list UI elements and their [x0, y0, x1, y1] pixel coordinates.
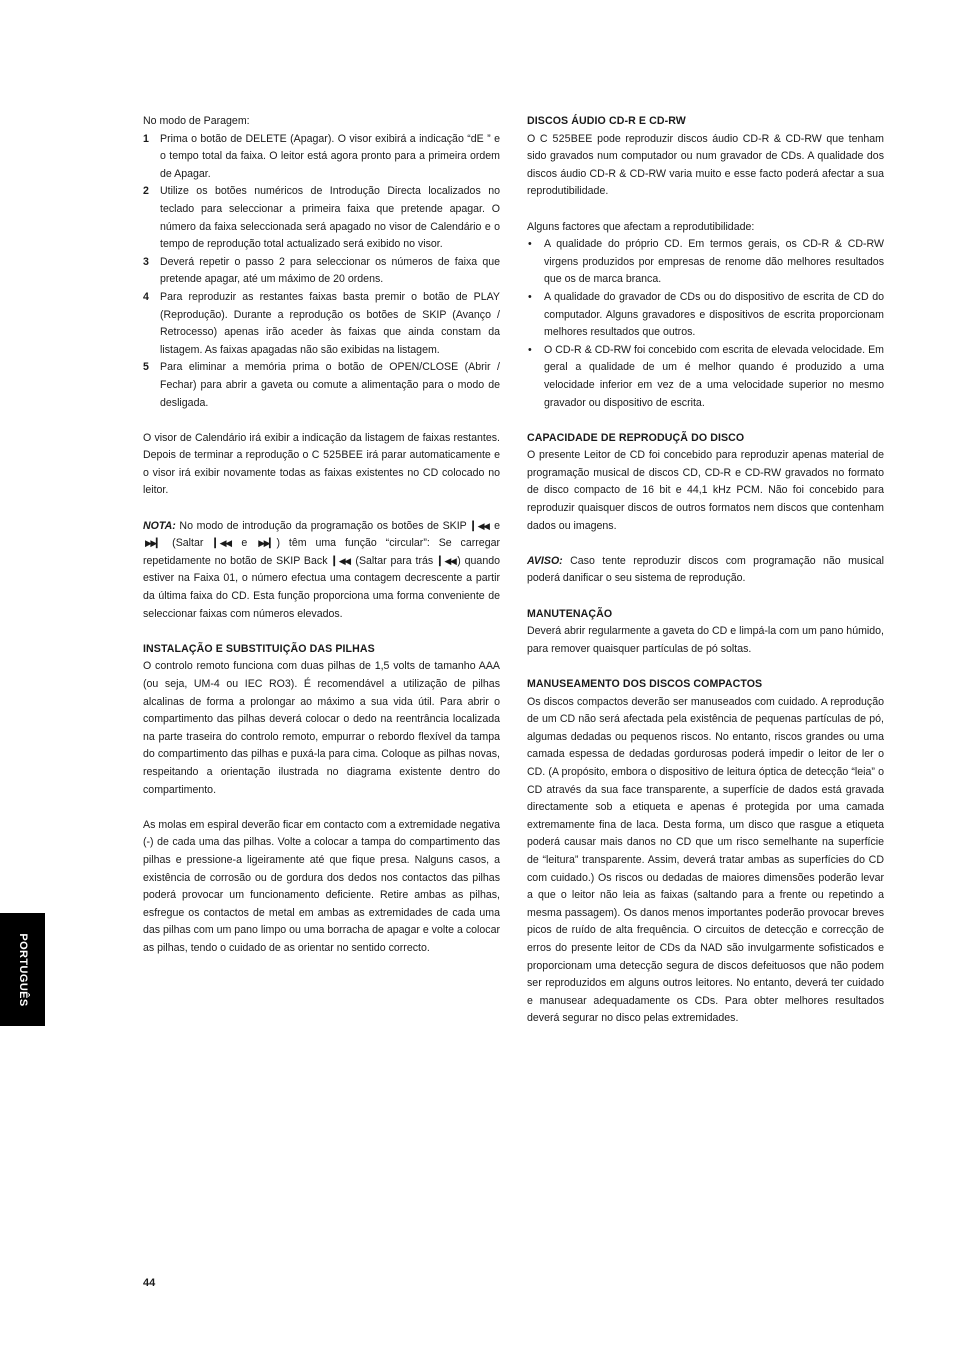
list-item: • A qualidade do gravador de CDs ou do dispositivo de escrita de CD do computador. Alguns gravadores e dispositivos de escrita proporcionam melhores resultados que outros.	[528, 290, 884, 339]
page-number: 44	[143, 1277, 156, 1289]
skip-back-icon: ▎◀◀	[472, 520, 489, 531]
nota-label: NOTA:	[143, 519, 176, 532]
handling-heading: MANUSEAMENTO DOS DISCOS COMPACTOS	[527, 678, 763, 690]
calendar-display-paragraph: O visor de Calendário irá exibir a indicação da listagem de faixas restantes. Depois de terminar a reprodução o C 525BEE irá parar automaticamente e o visor irá exibir novamente todas as faixas existentes no CD colocado no leitor.	[143, 431, 500, 497]
capacity-paragraph: O presente Leitor de CD foi concebido para reproduzir apenas material de programação musical de discos CD, CD-R e CD-RW gravados no formato de disco compacto de 16 bit e 44,1 kHz PCM. Não foi concebido para reproduzir quaisquer discos de outros formatos nem discos que contenham dados ou imagens.	[527, 449, 884, 532]
list-item: • A qualidade do próprio CD. Em termos gerais, os CD-R & CD-RW virgens produzidos por empresas de renome dão melhores resultados que os de marca branca.	[528, 238, 884, 286]
skip-back-icon: ▎◀◀	[214, 538, 231, 549]
maintenance-paragraph: Deverá abrir regularmente a gaveta do CD e limpá-la com um pano húmido, para remover quaisquer partículas de pó soltas.	[527, 625, 884, 655]
step-item: 3 Deverá repetir o passo 2 para seleccionar os números de faixa que pretende apagar, até um máximo de 20 ordens.	[143, 255, 500, 286]
list-item: • O CD-R & CD-RW foi concebido com escrita de elevada velocidade. Em geral a qualidade de um é melhor quando é produzido a uma velocidade inferior em vez de a uma velocidade superior no mesmo gravador ou dispositivo de escrita.	[528, 343, 884, 409]
battery-paragraph-1: O controlo remoto funciona com duas pilhas de 1,5 volts de tamanho AAA (ou seja, UM-4 ou IEC RO3). É recomendável a utilização de pilhas alcalinas de forma a prolongar ao máximo a sua vida útil. Para abrir o compartimento das pilhas deverá colocar o dedo na reentrância localizada na parte traseira do controlo remoto, empurrar o rebordo flexível da tampa do compartimento das pilhas e puxá-la para cima. Coloque as pilhas novas, respeitando a orientação ilustrada no diagrama existente dentro do compartimento.	[143, 660, 500, 796]
aviso-label: AVISO:	[527, 554, 563, 567]
cdr-heading: DISCOS ÁUDIO CD-R E CD-RW	[527, 115, 686, 127]
right-column	[527, 113, 884, 1028]
bullet-icon: •	[528, 290, 532, 303]
language-tab-label: PORTUGUÊS	[16, 932, 29, 1007]
model-name: C 525BEE	[539, 132, 593, 145]
battery-paragraph-2: As molas em espiral deverão ficar em contacto com a extremidade negativa (-) de cada uma das pilhas. Volte a colocar a tampa do compartimento das pilhas e pressione-a ligeiramente até que fique presa. Nalguns casos, a existência de corrosão ou de gordura dos dedos nos contactos das pilhas poderá provocar um funcionamento deficiente. Retire ambas as pilhas, esfregue os contactos de metal em ambas as extremidades de cada uma das pilhas com um pano limpo ou uma borracha de apagar e volte a colocar as pilhas, tendo o cuidado de as orientar no sentido correcto.	[143, 818, 500, 954]
nota-paragraph: NOTA: No modo de introdução da programação os botões de SKIP ▎◀◀ e ▶▶▎ (Saltar ▎◀◀ e ▶▶▎ ) têm uma função “circular”: Se carregar repetidamente no botão de SKIP Back ▎◀◀ (Saltar para trás ▎◀◀ ) quando estiver na Faixa 01, o número efectua uma contagem decrescente a partir da última faixa do CD. Esta função proporciona uma forma conveniente de seleccionar faixas com números elevados.	[143, 519, 501, 620]
left-column	[143, 113, 500, 958]
battery-heading: INSTALAÇÃO E SUBSTITUIÇÃO DAS PILHAS	[143, 642, 375, 655]
step-item: 4 Para reproduzir as restantes faixas basta premir o botão de PLAY (Reprodução). Durante a reprodução os botões de SKIP (Avanço / Retrocesso) apenas irão aceder às faixas que ainda constam da listagem. As faixas apagadas não são exibidas na listagem.	[143, 290, 500, 356]
aviso-paragraph: AVISO: Caso tente reproduzir discos com programação não musical poderá danificar o seu sistema de reprodução.	[527, 554, 884, 585]
bullet-icon: •	[528, 238, 532, 251]
skip-back-icon: ▎◀◀	[333, 555, 350, 566]
maintenance-heading: MANUTENAÇÃO	[527, 607, 613, 620]
skip-forward-icon: ▶▶▎	[258, 538, 275, 549]
stop-mode-intro: No modo de Paragem:	[143, 115, 250, 127]
step-item: 2 Utilize os botões numéricos de Introdução Directa localizados no teclado para seleccionar a primeira faixa que pretende apagar. O número da faixa seleccionada será apagado no visor de Calendário e o tempo de reprodução total actualizado será exibido no visor.	[143, 185, 500, 251]
bullet-icon: •	[528, 343, 532, 356]
skip-forward-icon: ▶▶▎	[145, 538, 162, 549]
factors-list	[527, 236, 884, 412]
delete-steps-list	[143, 131, 500, 413]
step-item: 5 Para eliminar a memória prima o botão de OPEN/CLOSE (Abrir / Fechar) para abrir a gaveta ou comute a alimentação para o modo de desligada.	[143, 361, 500, 409]
language-tab	[0, 913, 45, 1026]
capacity-heading: CAPACIDADE DE REPRODUÇÃ DO DISCO	[527, 431, 745, 444]
step-item: 1 Prima o botão de DELETE (Apagar). O visor exibirá a indicação “dE ” e o tempo total da faixa. O leitor está agora pronto para a primeira ordem de Apagar.	[143, 132, 500, 180]
factors-intro: Alguns factores que afectam a reprodutibilidade:	[527, 220, 755, 233]
handling-paragraph: Os discos compactos deverão ser manuseados com cuidado. A reprodução de um CD não será afectada pela existência de pequenas partículas de pó, algumas dedadas ou pequenos riscos. No entanto, riscos grandes ou uma camada espessa de dedadas gordurosas poderá impedir o leitor de ler o CD. (A propósito, embora o dispositivo de leitura óptica de detecção “leia” o CD através da sua face transparente, a superfície de dados está gravada directamente sob a etiqueta e apenas é protegida por uma camada extremamente fina de laca. Desta forma, um disco que rasgue a etiqueta poderá causar mais danos no CD que um risco semelhante na superfície de “leitura” transparente. Assim, deverá tratar ambas as superfícies do CD com cuidado.) Os riscos ou dedadas de maiores dimensões poderão levar a que o leitor não leia as faixas (saltando para a frente ou repetindo a mesma passagem). Os danos menos importantes poderão provocar breves picos de ruído de alta frequência. O circuitos de detecção e correcção de erros do presente leitor de CDs da NAD são invulgarmente sofisticados e proporcionam uma detecção segura de discos defeituosos que não podem ser reproduzidos em alguns outros leitores. No entanto, deverá ter cuidado e manusear adequadamente os CDs. Para obter melhores resultados deverá segurar no disco pelas extremidades.	[527, 695, 884, 1025]
model-name: C 525BEE	[311, 449, 364, 462]
cdr-paragraph: O C 525BEE pode reproduzir discos áudio CD-R & CD-RW que tenham sido gravados num computador ou num gravador de CDs. A qualidade dos discos áudio CD-R & CD-RW varia muito e esse facto poderá afectar a sua reprodutibilidade.	[527, 132, 884, 198]
skip-back-icon: ▎◀◀	[439, 555, 456, 566]
